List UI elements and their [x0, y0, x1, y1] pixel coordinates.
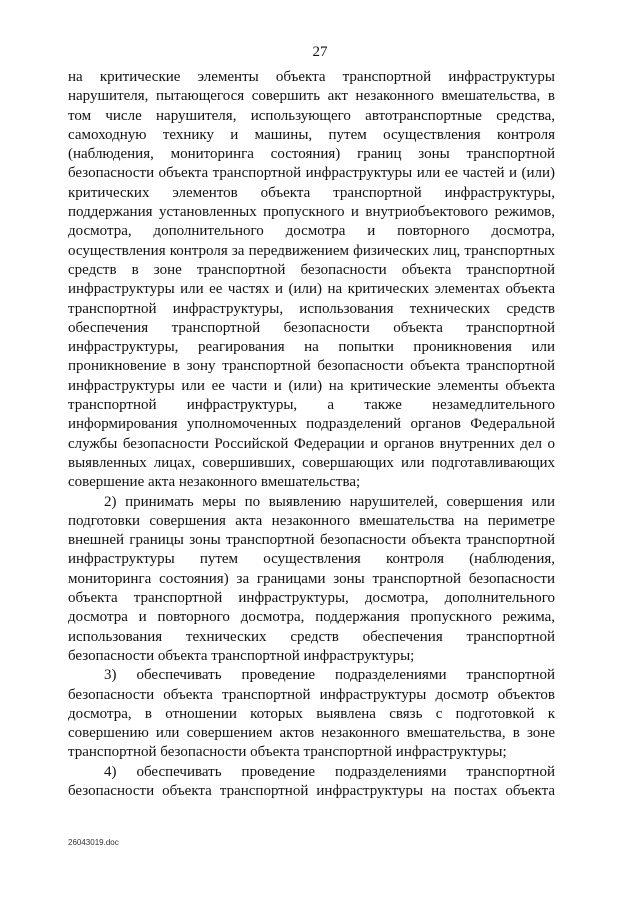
paragraph-3: 3) обеспечивать проведение подразделениями транспортной безопасности объекта транспортной инфраструктуры досмотр объектов досмотра, в отношении которых выявлена связь с подготовкой к совершению или совершением актов незаконного вмешательства, в зоне транспортной безопасности объекта транспортной инфраструктуры; — [68, 667, 555, 761]
paragraph-2: 2) принимать меры по выявлению нарушителей, совершения или подготовки совершения акта незаконного вмешательства на периметре внешней границы зоны транспортной безопасности объекта транспортной инфраструктуры путем осуществления контроля (наблюдения, мониторинга состояния) за границами зоны транспортной безопасности объекта транспортной инфраструктуры, досмотра, дополнительного досмотра и повторного досмотра, поддержания пропускного режима, использования технических средств обеспечения транспортной безопасности объекта транспортной инфраструктуры; — [68, 493, 555, 664]
file-name-footer: 26043019.doc — [68, 838, 119, 847]
paragraph-1: на критические элементы объекта транспортной инфраструктуры нарушителя, пытающегося совершить акт незаконного вмешательства, в том числе нарушителя, использующего автотранспортные средства, самоходную технику и машины, путем осуществления контроля (наблюдения, мониторинга состояния) границ зоны транспортной безопасности объекта транспортной инфраструктуры или ее частей и (или) критических элементов объекта транспортной инфраструктуры, поддержания установленных пропускного и внутриобъектового режимов, досмотра, дополнительного досмотра и повторного досмотра, осуществления контроля за передвижением физических лиц, транспортных средств в зоне транспортной безопасности объекта транспортной инфраструктуры или ее частях и (или) на критических элементах объекта транспортной инфраструктуры, использования технических средств обеспечения транспортной безопасности объекта транспортной инфраструктуры, реагирования на попытки проникновения или проникновение в зону транспортной безопасности объекта транспортной инфраструктуры или ее части и (или) на критические элементы объекта транспортной инфраструктуры, а также незамедлительного информирования уполномоченных подразделений органов Федеральной службы безопасности Российской Федерации и органов внутренних дел о выявленных лицах, совершивших, совершающих или подготавливающих совершение акта незаконного вмешательства; — [68, 69, 555, 491]
page-number: 27 — [312, 44, 328, 60]
paragraph-4: 4) обеспечивать проведение подразделениями транспортной безопасности объекта транспортной инфраструктуры на постах объекта — [68, 763, 555, 799]
document-body — [68, 68, 555, 801]
